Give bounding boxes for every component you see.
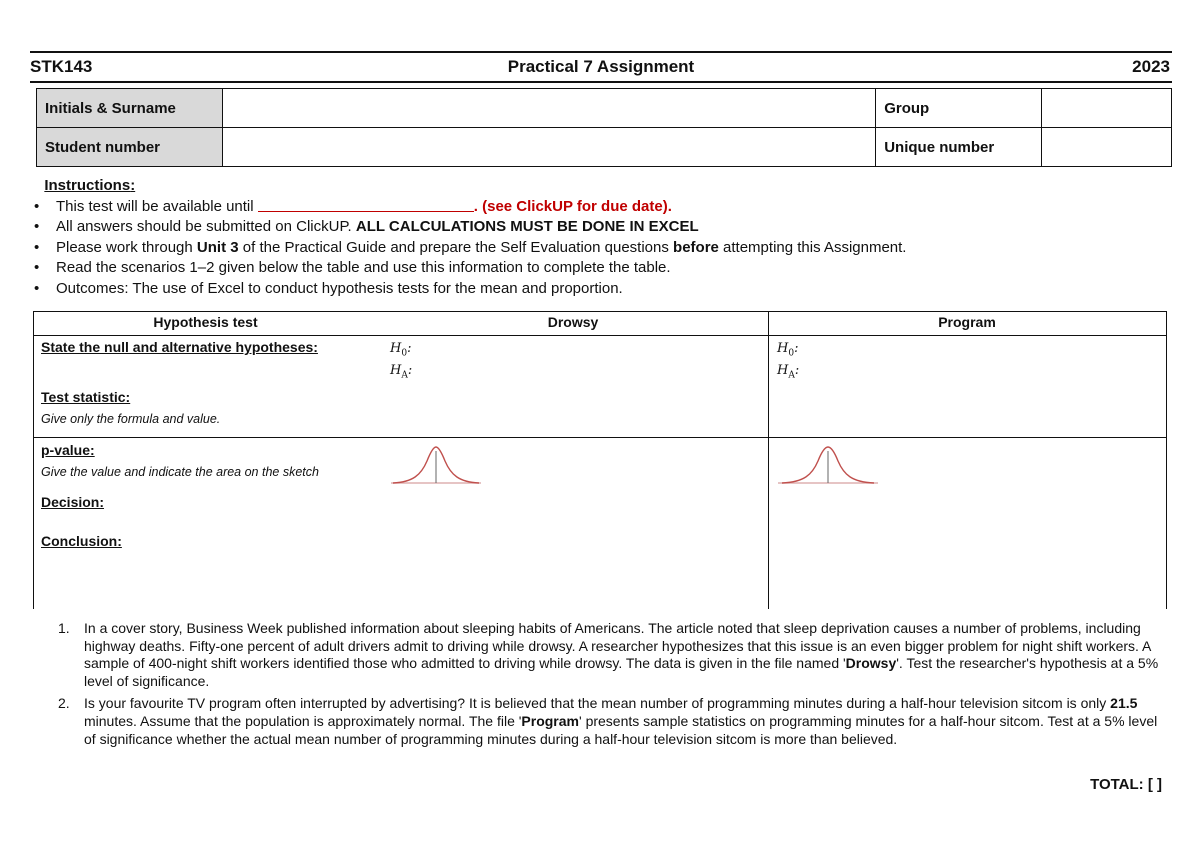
scenarios xyxy=(58,620,1168,753)
group-label: Group xyxy=(876,89,1042,128)
conclusion-label: Conclusion: xyxy=(41,533,122,549)
year: 2023 xyxy=(1132,57,1170,76)
student-number-field[interactable] xyxy=(222,128,875,167)
drowsy-h0: $H_0$: xyxy=(390,341,412,359)
instruction-item: • Read the scenarios 1–2 given below the table and use this information to complete the table. xyxy=(36,258,1166,279)
instruction-item: • Outcomes: The use of Excel to conduct hypothesis tests for the mean and proportion. xyxy=(36,279,1166,300)
hypothesis-table xyxy=(33,311,1167,609)
decision-label: Decision: xyxy=(41,494,105,510)
instruction-item: • Please work through Unit 3 of the Practical Guide and prepare the Self Evaluation questions before attempting this Assignment. xyxy=(36,238,1166,259)
course-code: STK143 xyxy=(30,57,93,76)
instructions-title: Instructions: xyxy=(44,177,136,194)
program-h0: $H_0$: xyxy=(777,341,799,359)
student-info-table xyxy=(36,88,1172,167)
p-value-label: p-value: xyxy=(41,442,95,458)
due-date-blank xyxy=(258,197,474,212)
table-header-border xyxy=(33,335,1167,336)
test-statistic-hint: Give only the formula and value. xyxy=(41,412,221,426)
instructions xyxy=(36,176,1166,300)
col-header-program: Program xyxy=(938,314,996,330)
page-title: Practical 7 Assignment xyxy=(507,57,695,76)
table-row-divider xyxy=(33,437,1167,438)
unique-number-label: Unique number xyxy=(876,128,1042,167)
state-hypotheses-label: State the null and alternative hypotheses: xyxy=(41,339,318,355)
drowsy-ha: $H_A$: xyxy=(390,363,413,381)
assignment-page xyxy=(30,0,1172,849)
scenario-item: 1. In a cover story, Business Week published information about sleeping habits of Americans. The article noted that sleep deprivation causes a number of problems, including highway deaths. Fifty-one percent of adult drivers admit to driving while drowsy. A researcher hypothesizes that this issue is an even bigger problem for night shift workers. A sample of 400-night shift workers identified those who admitted to driving while drowsy. The data is given in the file named 'Drowsy'. Test the researcher's hypothesis at a 5% level of significance. xyxy=(58,620,1159,689)
initials-surname-field[interactable] xyxy=(222,89,875,128)
initials-surname-label: Initials & Surname xyxy=(37,89,223,128)
student-number-label: Student number xyxy=(37,128,223,167)
total-marks: TOTAL: [ ] xyxy=(1090,776,1162,793)
col-header-hypothesis-test: Hypothesis test xyxy=(153,314,258,330)
test-statistic-label: Test statistic: xyxy=(41,389,131,405)
instruction-item: • This test will be available until . (see ClickUP for due date). xyxy=(36,197,1166,218)
instruction-item: • All answers should be submitted on ClickUP. ALL CALCULATIONS MUST BE DONE IN EXCEL xyxy=(36,217,1166,238)
program-ha: $H_A$: xyxy=(777,363,800,381)
unique-number-field[interactable] xyxy=(1042,128,1172,167)
table-right-border xyxy=(1166,311,1167,609)
scenario-item: 2. Is your favourite TV program often interrupted by advertising? It is believed that the mean number of programming minutes during a half-hour television sitcom is only 21.5 minutes. Assume that the population is approximately normal. The file 'Program' presents sample statistics on programming minutes for a half-hour sitcom. Test at a 5% level of significance whether the actual mean number of programming minutes during a half-hour television sitcom is more than believed. xyxy=(58,695,1158,747)
header-bottom-rule xyxy=(30,81,1172,83)
col-header-drowsy: Drowsy xyxy=(547,314,599,330)
header-top-rule xyxy=(30,51,1172,53)
table-top-border xyxy=(33,311,1167,312)
table-column-divider xyxy=(768,311,769,609)
program-normal-curve-sketch xyxy=(778,443,878,487)
p-value-hint: Give the value and indicate the area on the sketch xyxy=(41,465,319,479)
page-header xyxy=(30,57,1172,81)
table-left-border xyxy=(33,311,34,609)
drowsy-normal-curve-sketch xyxy=(391,443,481,487)
group-field[interactable] xyxy=(1042,89,1172,128)
